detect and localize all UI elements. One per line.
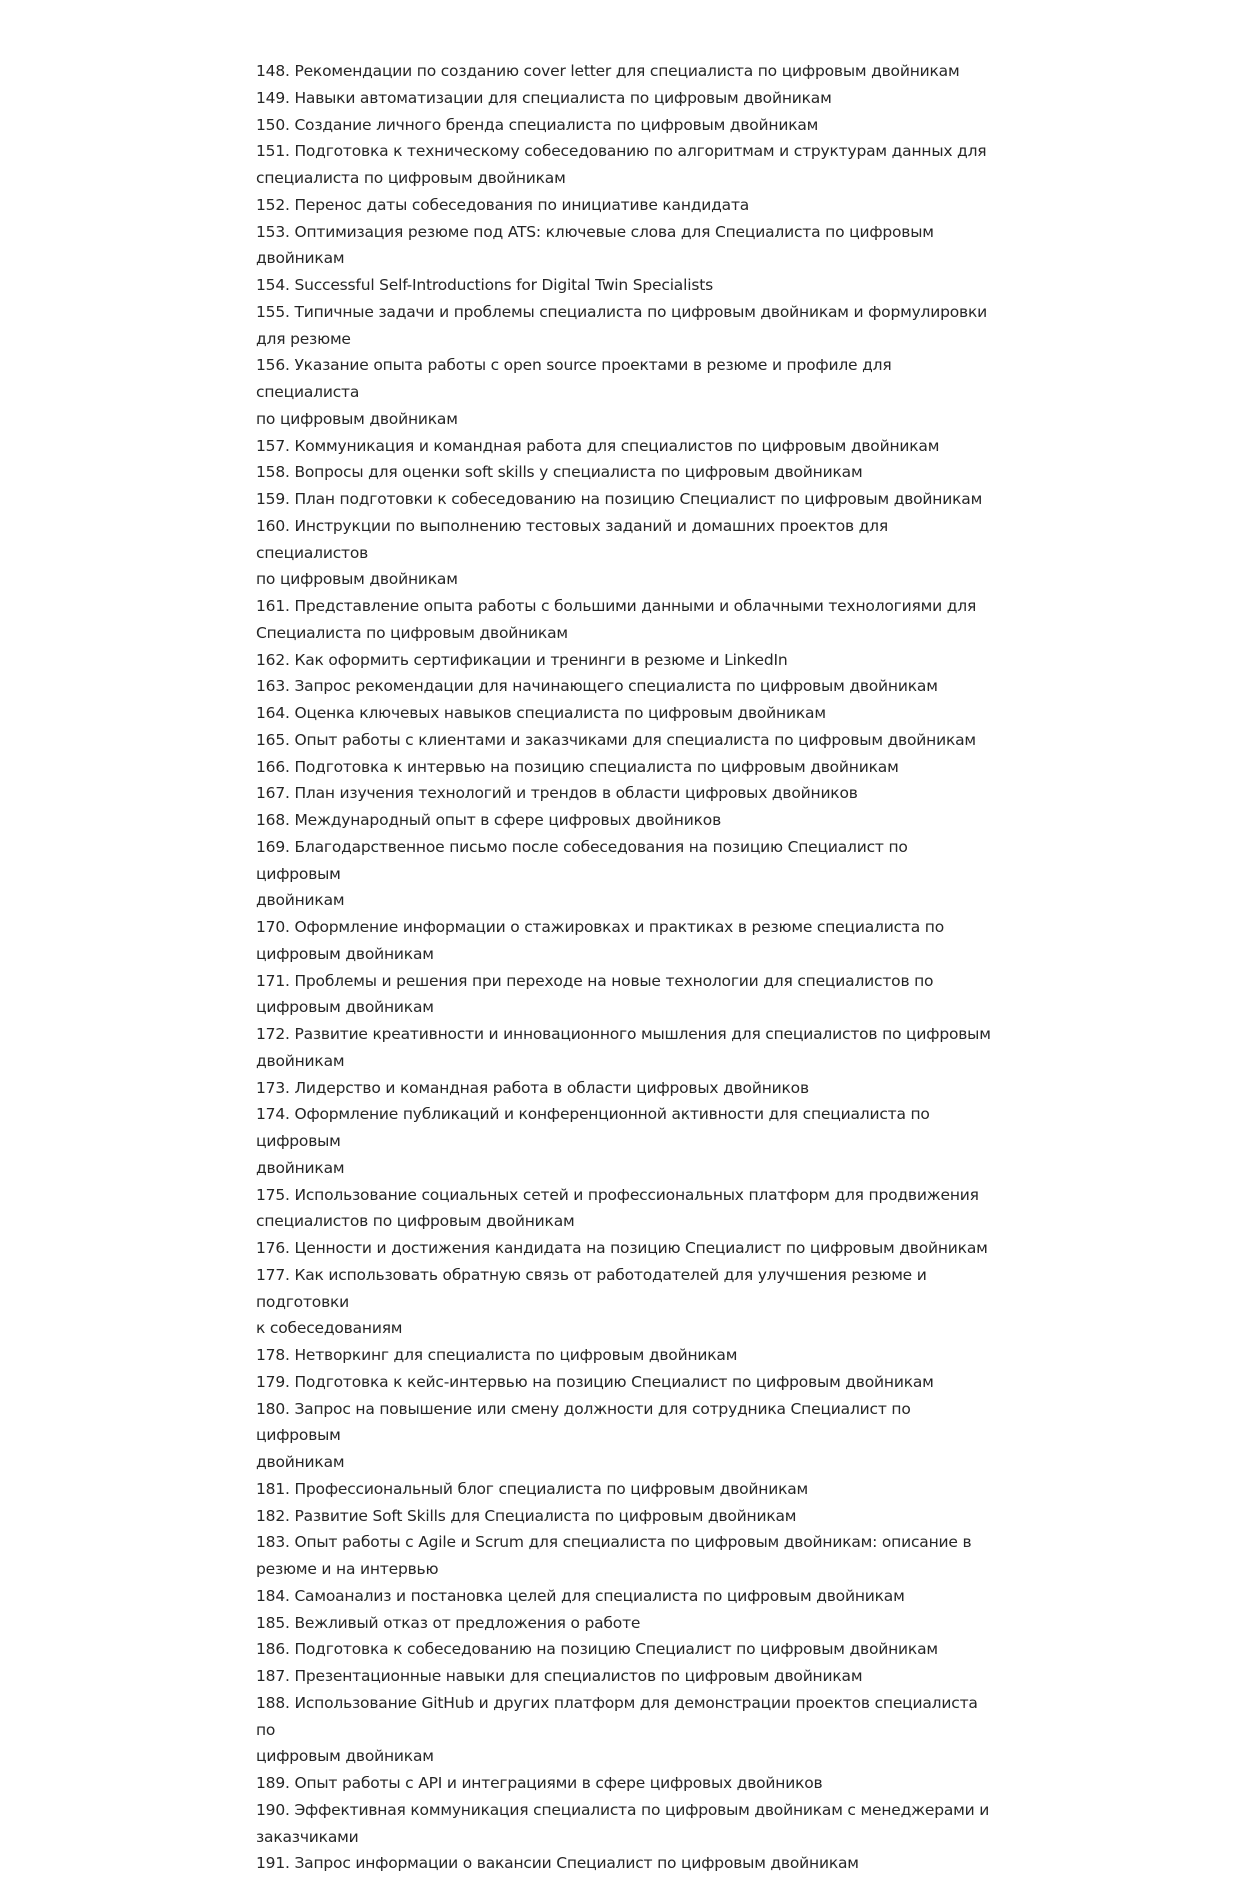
- list-item-line: заказчиками: [256, 1827, 359, 1846]
- list-item-line: двойникам: [256, 1158, 345, 1177]
- list-item-line: 179. Подготовка к кейс-интервью на позицию Специалист по цифровым двойникам: [256, 1372, 934, 1391]
- list-item: [256, 700, 996, 727]
- list-item-line: 153. Оптимизация резюме под ATS: ключевые слова для Специалиста по цифровым: [256, 222, 934, 241]
- list-item-line: 151. Подготовка к техническому собеседованию по алгоритмам и структурам данных для: [256, 142, 987, 161]
- list-item: [256, 1663, 996, 1690]
- list-item: [256, 272, 996, 299]
- list-item: [256, 593, 996, 647]
- list-item: [256, 459, 996, 486]
- list-item-line: 168. Международный опыт в сфере цифровых двойников: [256, 811, 721, 829]
- list-item: [256, 486, 996, 513]
- list-item: [256, 1850, 996, 1877]
- list-item: [256, 1396, 996, 1476]
- list-item: [256, 834, 996, 914]
- list-item: [256, 112, 996, 139]
- list-item-line: 152. Перенос даты собеседования по инициативе кандидата: [256, 195, 750, 214]
- document-page: [256, 58, 996, 1877]
- list-item-line: 169. Благодарственное письмо после собеседования на позицию Специалист по цифровым: [256, 837, 908, 883]
- list-item: [256, 192, 996, 219]
- list-item: [256, 352, 996, 432]
- list-item-line: 178. Нетворкинг для специалиста по цифровым двойникам: [256, 1346, 738, 1364]
- list-item-line: Специалиста по цифровым двойникам: [256, 623, 568, 642]
- list-item-line: 148. Рекомендации по созданию cover letter для специалиста по цифровым двойникам: [256, 62, 960, 80]
- list-item-line: 187. Презентационные навыки для специалистов по цифровым двойникам: [256, 1667, 863, 1685]
- list-item-line: 180. Запрос на повышение или смену должности для сотрудника Специалист по цифровым: [256, 1399, 911, 1445]
- list-item-line: для резюме: [256, 329, 351, 348]
- list-item: [256, 1610, 996, 1637]
- list-item-line: двойникам: [256, 891, 345, 910]
- list-item: [256, 673, 996, 700]
- list-item: [256, 1529, 996, 1583]
- list-item: [256, 1075, 996, 1102]
- list-item-line: 164. Оценка ключевых навыков специалиста по цифровым двойникам: [256, 704, 826, 722]
- list-item: [256, 299, 996, 353]
- list-item-line: цифровым двойникам: [256, 998, 434, 1017]
- list-item-line: 181. Профессиональный блог специалиста по цифровым двойникам: [256, 1479, 809, 1498]
- list-item-line: 157. Коммуникация и командная работа для специалистов по цифровым двойникам: [256, 436, 940, 455]
- list-item-line: 188. Использование GitHub и других платформ для демонстрации проектов специалиста по: [256, 1693, 978, 1739]
- list-item-line: по цифровым двойникам: [256, 570, 458, 589]
- list-item-line: 184. Самоанализ и постановка целей для специалиста по цифровым двойникам: [256, 1586, 905, 1605]
- list-item-line: 150. Создание личного бренда специалиста по цифровым двойникам: [256, 115, 819, 134]
- list-item-line: 190. Эффективная коммуникация специалиста по цифровым двойникам с менеджерами и: [256, 1800, 990, 1819]
- list-item: [256, 1797, 996, 1851]
- list-item-line: 174. Оформление публикаций и конференционной активности для специалиста по цифровым: [256, 1105, 930, 1150]
- list-item-line: резюме и на интервью: [256, 1560, 439, 1578]
- list-item: [256, 647, 996, 674]
- list-item-line: 160. Инструкции по выполнению тестовых заданий и домашних проектов для специалистов: [256, 516, 889, 562]
- list-item: [256, 1235, 996, 1262]
- list-item-line: 171. Проблемы и решения при переходе на новые технологии для специалистов по: [256, 971, 934, 990]
- list-item-line: 182. Развитие Soft Skills для Специалиста по цифровым двойникам: [256, 1506, 797, 1525]
- list-item-line: 162. Как оформить сертификации и тренинги в резюме и LinkedIn: [256, 650, 788, 669]
- list-item-line: цифровым двойникам: [256, 944, 434, 963]
- list-item: [256, 58, 996, 85]
- list-item-line: 176. Ценности и достижения кандидата на позицию Специалист по цифровым двойникам: [256, 1239, 988, 1257]
- list-item-line: 149. Навыки автоматизации для специалиста по цифровым двойникам: [256, 88, 832, 107]
- list-item: [256, 914, 996, 968]
- list-item-line: двойникам: [256, 1051, 345, 1070]
- list-item: [256, 754, 996, 781]
- list-item-line: цифровым двойникам: [256, 1747, 434, 1766]
- list-item-line: 185. Вежливый отказ от предложения о работе: [256, 1613, 641, 1632]
- list-item-line: к собеседованиям: [256, 1319, 403, 1338]
- list-item-line: 172. Развитие креативности и инновационного мышления для специалистов по цифровым: [256, 1025, 991, 1043]
- list-item-line: 161. Представление опыта работы с большими данными и облачными технологиями для: [256, 597, 977, 615]
- list-item: [256, 1342, 996, 1369]
- list-item-line: 186. Подготовка к собеседованию на позицию Специалист по цифровым двойникам: [256, 1640, 938, 1659]
- list-item-line: 183. Опыт работы с Agile и Scrum для специалиста по цифровым двойникам: описание в: [256, 1533, 972, 1552]
- list-item: [256, 1476, 996, 1503]
- list-item: [256, 1021, 996, 1075]
- list-item-line: по цифровым двойникам: [256, 409, 458, 428]
- list-item: [256, 968, 996, 1022]
- list-item-line: 189. Опыт работы с API и интеграциями в сфере цифровых двойников: [256, 1774, 823, 1792]
- list-item: [256, 1636, 996, 1663]
- list-item: [256, 1503, 996, 1530]
- list-item-line: 158. Вопросы для оценки soft skills у специалиста по цифровым двойникам: [256, 463, 863, 482]
- list-item: [256, 1770, 996, 1797]
- list-item: [256, 1583, 996, 1610]
- list-item: [256, 85, 996, 112]
- list-item-line: 177. Как использовать обратную связь от работодателей для улучшения резюме и подготовки: [256, 1265, 927, 1311]
- list-item-line: 173. Лидерство и командная работа в области цифровых двойников: [256, 1078, 809, 1097]
- list-item-line: специалистов по цифровым двойникам: [256, 1212, 575, 1231]
- list-item: [256, 807, 996, 834]
- list-item-line: 175. Использование социальных сетей и профессиональных платформ для продвижения: [256, 1185, 979, 1204]
- list-item: [256, 1369, 996, 1396]
- list-item: [256, 780, 996, 807]
- list-item-line: 154. Successful Self-Introductions for Digital Twin Specialists: [256, 276, 713, 294]
- list-item: [256, 1262, 996, 1342]
- list-item-line: специалиста по цифровым двойникам: [256, 169, 566, 187]
- list-item-line: 159. План подготовки к собеседованию на позицию Специалист по цифровым двойникам: [256, 490, 983, 508]
- list-item: [256, 138, 996, 192]
- list-item-line: двойникам: [256, 1453, 345, 1471]
- list-item: [256, 1690, 996, 1770]
- list-item: [256, 727, 996, 754]
- list-item: [256, 219, 996, 273]
- list-item: [256, 513, 996, 593]
- list-item-line: 170. Оформление информации о стажировках и практиках в резюме специалиста по: [256, 918, 944, 936]
- list-item: [256, 1101, 996, 1181]
- numbered-list: [256, 58, 996, 1877]
- list-item-line: 191. Запрос информации о вакансии Специалист по цифровым двойникам: [256, 1854, 859, 1873]
- list-item-line: 163. Запрос рекомендации для начинающего специалиста по цифровым двойникам: [256, 677, 938, 696]
- list-item-line: 155. Типичные задачи и проблемы специалиста по цифровым двойникам и формулировки: [256, 302, 988, 321]
- list-item-line: 166. Подготовка к интервью на позицию специалиста по цифровым двойникам: [256, 757, 899, 776]
- list-item: [256, 1182, 996, 1236]
- list-item-line: двойникам: [256, 249, 345, 268]
- list-item-line: 156. Указание опыта работы с open source проектами в резюме и профиле для специалиста: [256, 356, 892, 401]
- list-item-line: 167. План изучения технологий и трендов в области цифровых двойников: [256, 784, 858, 803]
- list-item-line: 165. Опыт работы с клиентами и заказчиками для специалиста по цифровым двойникам: [256, 730, 976, 749]
- list-item: [256, 433, 996, 460]
